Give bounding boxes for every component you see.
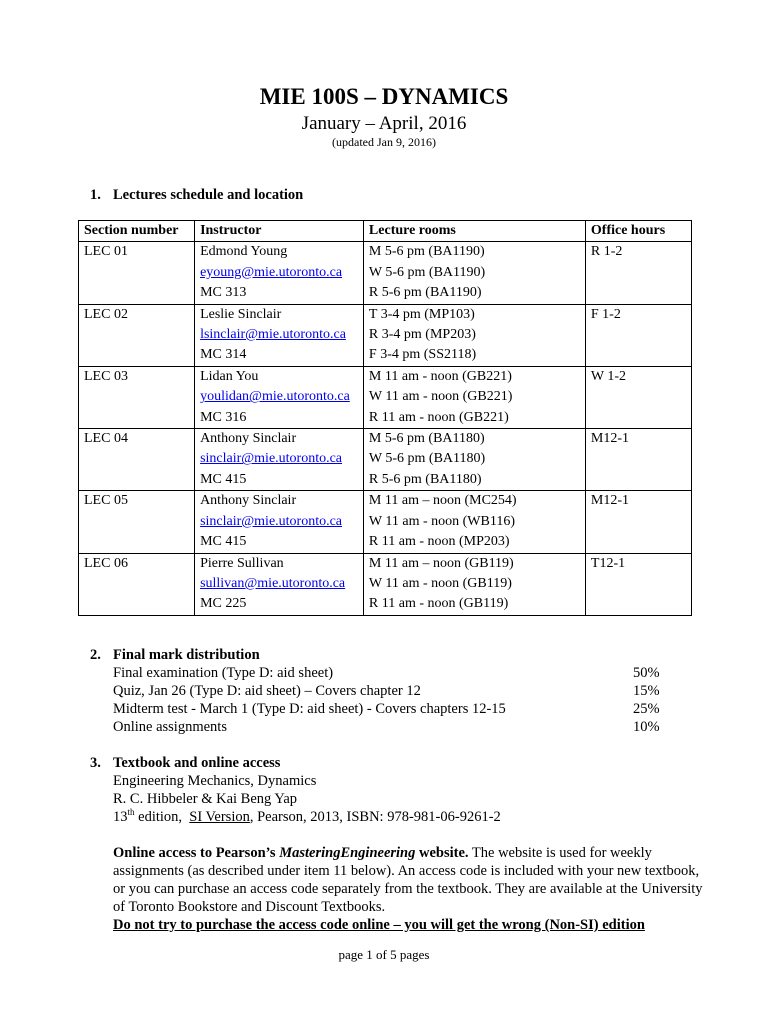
office-hours-value: M12-1 (590, 493, 630, 509)
office-hours-value: T12-1 (590, 555, 626, 571)
lecture-room: M 11 am - noon (GB221) (368, 368, 512, 384)
table-header-row (79, 221, 692, 242)
mark-item-percent: 25% (633, 701, 660, 717)
mark-item (113, 700, 673, 718)
instructor-office: MC 313 (200, 285, 247, 301)
page-number: page 1 of 5 pages (338, 947, 430, 962)
instructor-cell (195, 491, 364, 553)
section-number-value: LEC 03 (84, 368, 128, 384)
section-1-heading (90, 186, 303, 204)
mark-item-percent: 15% (633, 683, 660, 699)
instructor-email-link[interactable]: eyoung@mie.utoronto.ca (200, 264, 343, 280)
instructor-cell (195, 366, 364, 428)
term-dates: January – April, 2016 (301, 113, 467, 134)
section-cell (79, 304, 195, 366)
table-row (79, 304, 692, 366)
section-title: Final mark distribution (113, 647, 260, 663)
mark-distribution-list (113, 664, 673, 736)
purchase-warning: Do not try to purchase the access code online – you will get the wrong (Non-SI) edition (113, 917, 645, 933)
section-cell (79, 242, 195, 304)
instructor-cell (195, 429, 364, 491)
online-access-paragraph: Online access to Pearson’s MasteringEngineering website. The website is used for weekly assignments (as described under item 11 below). An access code is included with your new textbook, or you can purchase an access code separately from the textbook. They are available at the University of Toronto Bookstore and Discount Textbooks. Do not try to purchase the access code online – you will get the wrong (Non-SI) edition (113, 844, 713, 934)
column-header: Instructor (195, 221, 364, 242)
section-cell (79, 491, 195, 553)
lecture-room: M 5-6 pm (BA1190) (368, 244, 485, 260)
lecture-room: R 11 am - noon (GB221) (368, 409, 509, 425)
section-number: 2. (90, 647, 101, 663)
mark-item-label: Online assignments (113, 719, 227, 735)
updated-date: (updated Jan 9, 2016) (332, 135, 436, 149)
mark-item-label: Midterm test - March 1 (Type D: aid sheet) - Covers chapters 12-15 (113, 701, 506, 717)
instructor-email-link[interactable]: sullivan@mie.utoronto.ca (200, 575, 346, 591)
section-cell (79, 429, 195, 491)
section-number-value: LEC 04 (84, 431, 128, 447)
instructor-name: Pierre Sullivan (200, 555, 284, 571)
lecture-room: R 5-6 pm (BA1190) (368, 285, 482, 301)
instructor-cell (195, 553, 364, 615)
instructor-cell (195, 304, 364, 366)
lecture-rooms-cell (363, 429, 585, 491)
instructor-email-link[interactable]: lsinclair@mie.utoronto.ca (200, 327, 346, 343)
office-hours-cell (585, 366, 691, 428)
section-3-heading (90, 754, 280, 772)
book-authors: R. C. Hibbeler & Kai Beng Yap (113, 791, 298, 807)
instructor-office: MC 225 (200, 596, 247, 612)
section-cell (79, 553, 195, 615)
course-title: MIE 100S – DYNAMICS (259, 84, 509, 109)
instructor-office: MC 314 (200, 347, 247, 363)
lecture-room: M 5-6 pm (BA1180) (368, 431, 485, 447)
book-title: Engineering Mechanics, Dynamics (113, 773, 317, 789)
lecture-room: F 3-4 pm (SS2118) (368, 347, 477, 363)
lecture-room: W 5-6 pm (BA1190) (368, 264, 486, 280)
column-header: Lecture rooms (363, 221, 585, 242)
section-cell (79, 366, 195, 428)
lecture-room: W 11 am - noon (GB221) (368, 389, 513, 405)
section-number: 3. (90, 755, 101, 771)
mark-item-label: Final examination (Type D: aid sheet) (113, 665, 334, 681)
instructor-name: Edmond Young (200, 244, 288, 260)
office-hours-cell (585, 242, 691, 304)
mark-item-label: Quiz, Jan 26 (Type D: aid sheet) – Covers chapter 12 (113, 683, 421, 699)
instructor-email-link[interactable]: youlidan@mie.utoronto.ca (200, 389, 350, 405)
lecture-room: R 5-6 pm (BA1180) (368, 471, 482, 487)
column-header: Office hours (585, 221, 691, 242)
table-row (79, 366, 692, 428)
table-row (79, 491, 692, 553)
lecture-room: R 11 am - noon (MP203) (368, 534, 510, 550)
office-hours-value: F 1-2 (590, 306, 621, 322)
lecture-room: W 11 am - noon (GB119) (368, 575, 512, 591)
table-row (79, 242, 692, 304)
lecture-room: W 11 am - noon (WB116) (368, 513, 515, 529)
mark-item-percent: 50% (633, 665, 660, 681)
lecture-room: M 11 am – noon (GB119) (368, 555, 514, 571)
section-number-value: LEC 05 (84, 493, 128, 509)
lecture-rooms-cell (363, 242, 585, 304)
lecture-schedule-table (78, 220, 692, 616)
section-number: 1. (90, 187, 101, 203)
instructor-name: Anthony Sinclair (200, 493, 297, 509)
table-row (79, 553, 692, 615)
instructor-office: MC 415 (200, 471, 247, 487)
instructor-cell (195, 242, 364, 304)
office-hours-value: M12-1 (590, 431, 630, 447)
office-hours-cell (585, 491, 691, 553)
mark-item-percent: 10% (633, 719, 660, 735)
office-hours-cell (585, 553, 691, 615)
si-version-label: SI Version (189, 809, 250, 825)
lecture-room: R 11 am - noon (GB119) (368, 596, 509, 612)
textbook-info (113, 772, 501, 826)
column-header: Section number (79, 221, 195, 242)
book-edition: 13th edition, SI Version, Pearson, 2013, ISBN: 978-981-06-9261-2 (113, 807, 501, 825)
lecture-rooms-cell (363, 304, 585, 366)
lecture-room: R 3-4 pm (MP203) (368, 327, 476, 343)
section-title: Textbook and online access (113, 755, 281, 771)
section-number-value: LEC 02 (84, 306, 128, 322)
mark-item (113, 682, 673, 700)
instructor-office: MC 415 (200, 534, 247, 550)
lecture-rooms-cell (363, 366, 585, 428)
instructor-name: Leslie Sinclair (200, 306, 282, 322)
lecture-room: T 3-4 pm (MP103) (368, 306, 475, 322)
instructor-name: Lidan You (200, 368, 259, 384)
lecture-room: M 11 am – noon (MC254) (368, 493, 517, 509)
lecture-rooms-cell (363, 491, 585, 553)
lecture-rooms-cell (363, 553, 585, 615)
lecture-room: W 5-6 pm (BA1180) (368, 451, 486, 467)
instructor-office: MC 316 (200, 409, 247, 425)
section-number-value: LEC 01 (84, 244, 128, 260)
mark-item (113, 718, 673, 736)
section-2-heading (90, 646, 260, 664)
table-row (79, 429, 692, 491)
office-hours-cell (585, 429, 691, 491)
instructor-email-link[interactable]: sinclair@mie.utoronto.ca (200, 451, 343, 467)
office-hours-value: R 1-2 (590, 244, 623, 260)
instructor-email-link[interactable]: sinclair@mie.utoronto.ca (200, 513, 343, 529)
office-hours-cell (585, 304, 691, 366)
instructor-name: Anthony Sinclair (200, 431, 297, 447)
mark-item (113, 664, 673, 682)
section-title: Lectures schedule and location (113, 187, 304, 203)
section-number-value: LEC 06 (84, 555, 128, 571)
office-hours-value: W 1-2 (590, 368, 627, 384)
